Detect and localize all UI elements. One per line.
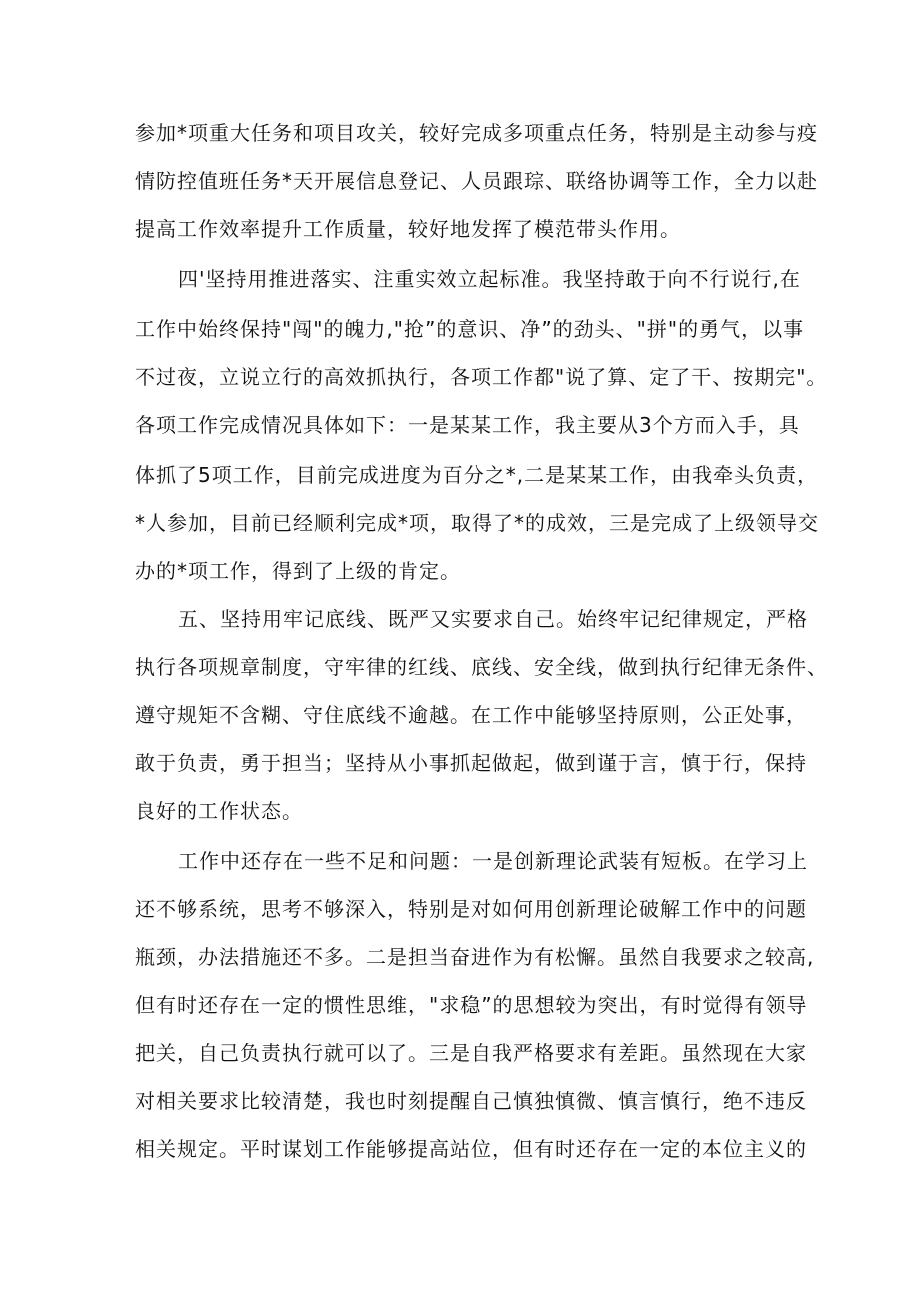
paragraph-2-line-1: 四'坚持用推进落实、注重实效立起标准。我坚持敢于向不行说行,在 bbox=[178, 267, 801, 291]
paragraph-1-line-2: 情防控值班任务*天开展信息登记、人员跟琮、联络协调等工作，全力以赴 bbox=[135, 169, 818, 193]
paragraph-2-line-2: 工作中始终保持"闯"的魄力,"抢”的意识、净”的劲头、"拼"的勇气，以事 bbox=[135, 317, 805, 341]
paragraph-4-line-4: 但有时还存在一定的惯性思维，"求稳”的思想较为突出，有时觉得有领导 bbox=[135, 993, 808, 1017]
paragraph-1-line-1: 参加*项重大任务和项目攻关，较好完成多项重点任务，特别是主动参与疫 bbox=[135, 121, 818, 145]
paragraph-2-line-5: 体抓了5项工作，目前完成进度为百分之*,二是某某工作，由我牵头负责， bbox=[135, 463, 819, 487]
paragraph-2-line-3: 不过夜，立说立行的高效抓执行，各项工作都"说了算、定了干、按期完"。 bbox=[135, 365, 828, 389]
paragraph-1-line-3: 提高工作效率提升工作质量，较好地发挥了模范带头作用。 bbox=[135, 217, 681, 241]
paragraph-4-line-5: 把关，自己负责执行就可以了。三是自我严格要求有差距。虽然现在大家 bbox=[135, 1041, 807, 1065]
paragraph-2-line-4: 各项工作完成情况具体如下：一是某某工作，我主要从3个方而入手，具 bbox=[135, 413, 800, 437]
paragraph-2-line-6: *人参加，目前已经顺利完成*项，取得了*的成效，三是完成了上级领导交 bbox=[135, 511, 819, 535]
paragraph-3-line-1: 五、坚持用牢记底线、既严又实要求自己。始终牢记纪律规定，严格 bbox=[178, 607, 808, 631]
paragraph-3-line-4: 敢于负责，勇于担当；坚持从小事抓起做起，做到谨于言，慎于行，保持 bbox=[135, 751, 807, 775]
paragraph-4-line-3: 瓶颈，办法措施还不多。二是担当奋进作为有松懈。虽然自我要求之较高, bbox=[135, 945, 815, 969]
paragraph-4-line-2: 还不够系统，思考不够深入，特别是对如何用创新理论破解工作中的问题 bbox=[135, 897, 807, 921]
paragraph-3-line-3: 遵守规矩不含糊、守住底线不逾越。在工作中能够坚持原则，公正处事， bbox=[135, 703, 807, 727]
paragraph-3-line-5: 良好的工作状态。 bbox=[135, 799, 303, 823]
paragraph-4-line-6: 对相关要求比较清楚，我也时刻提醒自己慎独慎微、慎言慎行，绝不违反 bbox=[135, 1089, 807, 1113]
paragraph-2-line-7: 办的*项工作，得到了上级的肯定。 bbox=[135, 559, 461, 583]
paragraph-4-line-7: 相关规定。平时谋划工作能够提高站位，但有时还存在一定的本位主义的 bbox=[135, 1137, 807, 1161]
paragraph-4-line-1: 工作中还存在一些不足和问题：一是创新理论武装有短板。在学习上 bbox=[178, 849, 808, 873]
paragraph-3-line-2: 执行各项规章制度，守牢律的红线、底线、安全线，做到执行纪律无条件、 bbox=[135, 655, 828, 679]
